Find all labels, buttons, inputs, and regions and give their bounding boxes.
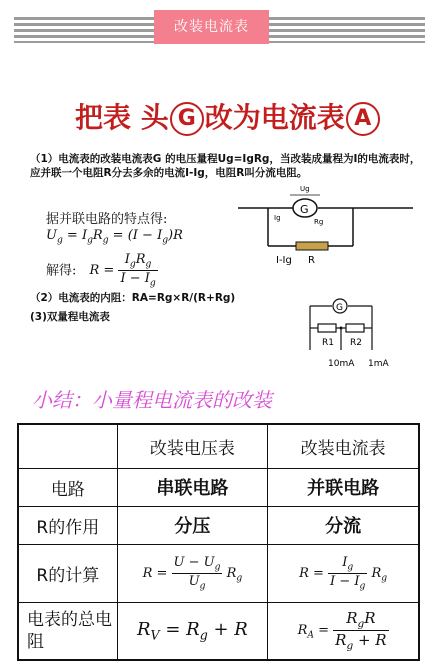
row-label-r-calc: R的计算 <box>18 544 117 602</box>
ammeter-total-resistance: $R_A$ = $\frac{R_gR}{R_g + R}$ <box>268 602 419 660</box>
ammeter-r-role: 分流 <box>268 506 419 544</box>
section3-text: (3)双量程电流表 <box>30 311 110 323</box>
circuit1-g: G <box>300 203 309 216</box>
ammeter-circuit: 并联电路 <box>268 468 419 506</box>
resistor-r2 <box>346 324 364 332</box>
row-label-total-resistance: 电表的总电阻 <box>18 602 117 660</box>
solution-row <box>46 252 158 288</box>
circuit2-range2: 1mA <box>368 359 389 369</box>
circuit1-ug: Ug <box>300 185 310 193</box>
shunt-resistor <box>296 242 328 250</box>
dual-range-circuit-diagram <box>300 292 430 374</box>
solution-equation: R = $\frac{I_gR_g}{I - I_g}$ <box>89 252 156 289</box>
circuit1-i-minus-ig: I-Ig <box>276 255 292 266</box>
voltmeter-circuit: 串联电路 <box>117 468 268 506</box>
ammeter-r-formula: R = $\frac{I_g}{I - I_g}$ $R_g$ <box>268 544 419 602</box>
table-row <box>18 506 419 544</box>
col-header-voltmeter: 改装电压表 <box>117 424 268 468</box>
circuit2-g: G <box>336 303 343 313</box>
basis-text: 据并联电路的特点得: <box>46 212 168 227</box>
title-prefix: 把表 头 <box>75 101 169 134</box>
table-row <box>18 544 419 602</box>
resistor-r1 <box>318 324 336 332</box>
circuit1-r: R <box>308 255 315 266</box>
galvanometer-symbol: G <box>170 102 204 136</box>
circuit2-r1: R1 <box>322 338 334 348</box>
col-header-ammeter: 改装电流表 <box>268 424 419 468</box>
row-label-r-role: R的作用 <box>18 506 117 544</box>
circuit1-rg: Rg <box>314 218 324 226</box>
ammeter-symbol: A <box>346 102 380 136</box>
section2-text: （2）电流表的内阻：RA=Rg×R/(R+Rg) <box>30 292 236 304</box>
header-banner: 改装电流表 <box>154 10 269 44</box>
table-row <box>18 468 419 506</box>
circuit2-range1: 10mA <box>328 359 355 369</box>
page-title <box>75 96 381 136</box>
voltmeter-r-role: 分压 <box>117 506 268 544</box>
summary-heading: 小结：小量程电流表的改装 <box>32 388 272 412</box>
circuit2-r2: R2 <box>350 338 362 348</box>
voltmeter-total-resistance: $R_V = R_g + R$ <box>117 602 268 660</box>
section1-text: （1）电流表的改装电流表G 的电压量程Ug=IgRg，当改装成量程为I的电流表时，应并联一个电阻R分去多余的电流I-Ig，电阻R叫分流电阻。 <box>30 153 421 179</box>
circuit1-ig: Ig <box>274 214 281 222</box>
row-label-circuit: 电路 <box>18 468 117 506</box>
title-middle: 改为电流表 <box>204 101 345 134</box>
table-header-row <box>18 424 419 468</box>
comparison-table <box>17 423 420 661</box>
shunt-circuit-diagram <box>238 180 418 270</box>
table-corner-cell <box>18 424 117 468</box>
solve-label: 解得: <box>46 263 77 279</box>
voltmeter-r-formula: R = $\frac{U - U_g}{U_g}$ $R_g$ <box>117 544 268 602</box>
table-row <box>18 602 419 660</box>
parallel-equation: $U_g = I_gR_g = (I - I_g)R$ <box>46 228 183 246</box>
